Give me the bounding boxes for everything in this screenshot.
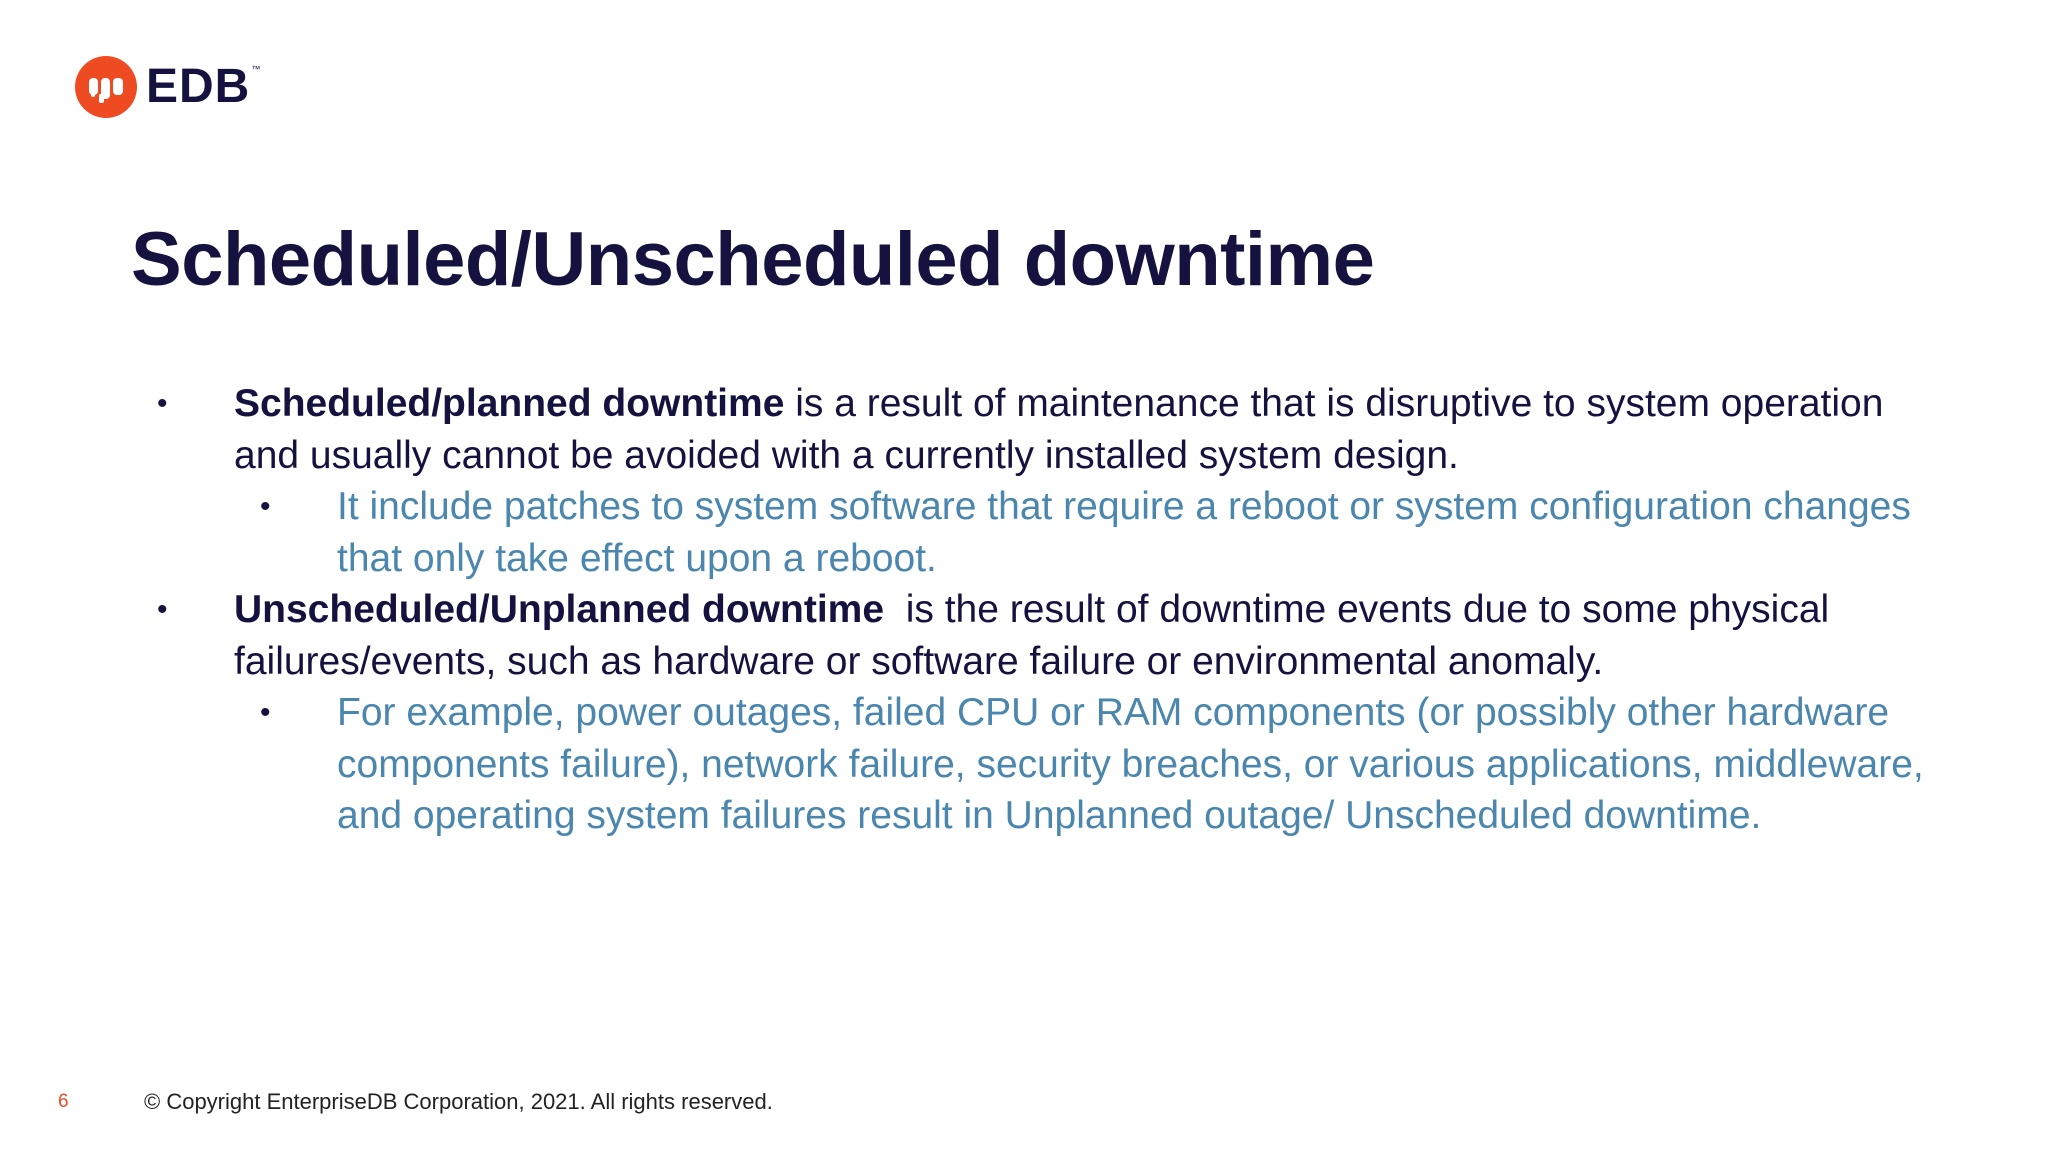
- bullet-item: [0, 584, 1934, 687]
- edb-elephant-icon: [75, 56, 137, 118]
- page-number: 6: [58, 1091, 69, 1112]
- logo-text: EDB: [146, 60, 251, 113]
- trademark-mark: ™: [251, 64, 261, 74]
- sub-bullet-item: [0, 481, 1977, 584]
- sub-bullet-dot: •: [260, 696, 271, 729]
- sub-bullet-dot: •: [260, 490, 271, 523]
- sub-bullet-item: [0, 687, 1977, 842]
- sub-bullet-text: It include patches to system software that require a reboot or system configuration changes that only take effect upon a reboot.: [337, 485, 1911, 580]
- bullet-text: is the result of downtime events due to some physical failures/events, such as hardware or software failure or environmental anomaly.: [234, 588, 1841, 683]
- bullet-bold-text: Scheduled/planned downtime: [234, 382, 785, 425]
- bullet-item: [0, 378, 1934, 481]
- bullet-bold-text: Unscheduled/Unplanned downtime: [234, 588, 885, 631]
- sub-bullet-text: For example, power outages, failed CPU or RAM components (or possibly other hardware components failure), network failure, security breaches, or various applications, middleware, and operating system failures result in Unplanned outage/ Unscheduled downtime.: [337, 691, 1924, 837]
- bullet-dot: •: [157, 387, 168, 420]
- copyright-notice: © Copyright EnterpriseDB Corporation, 2021. All rights reserved.: [144, 1089, 773, 1114]
- bullet-dot: •: [157, 593, 168, 626]
- bullet-list: [0, 378, 2048, 842]
- edb-logo: [75, 56, 260, 118]
- bullet-text: is a result of maintenance that is disruptive to system operation and usually cannot be avoided with a currently installed system design.: [234, 382, 1884, 477]
- slide-title: Scheduled/Unscheduled downtime: [131, 217, 1375, 302]
